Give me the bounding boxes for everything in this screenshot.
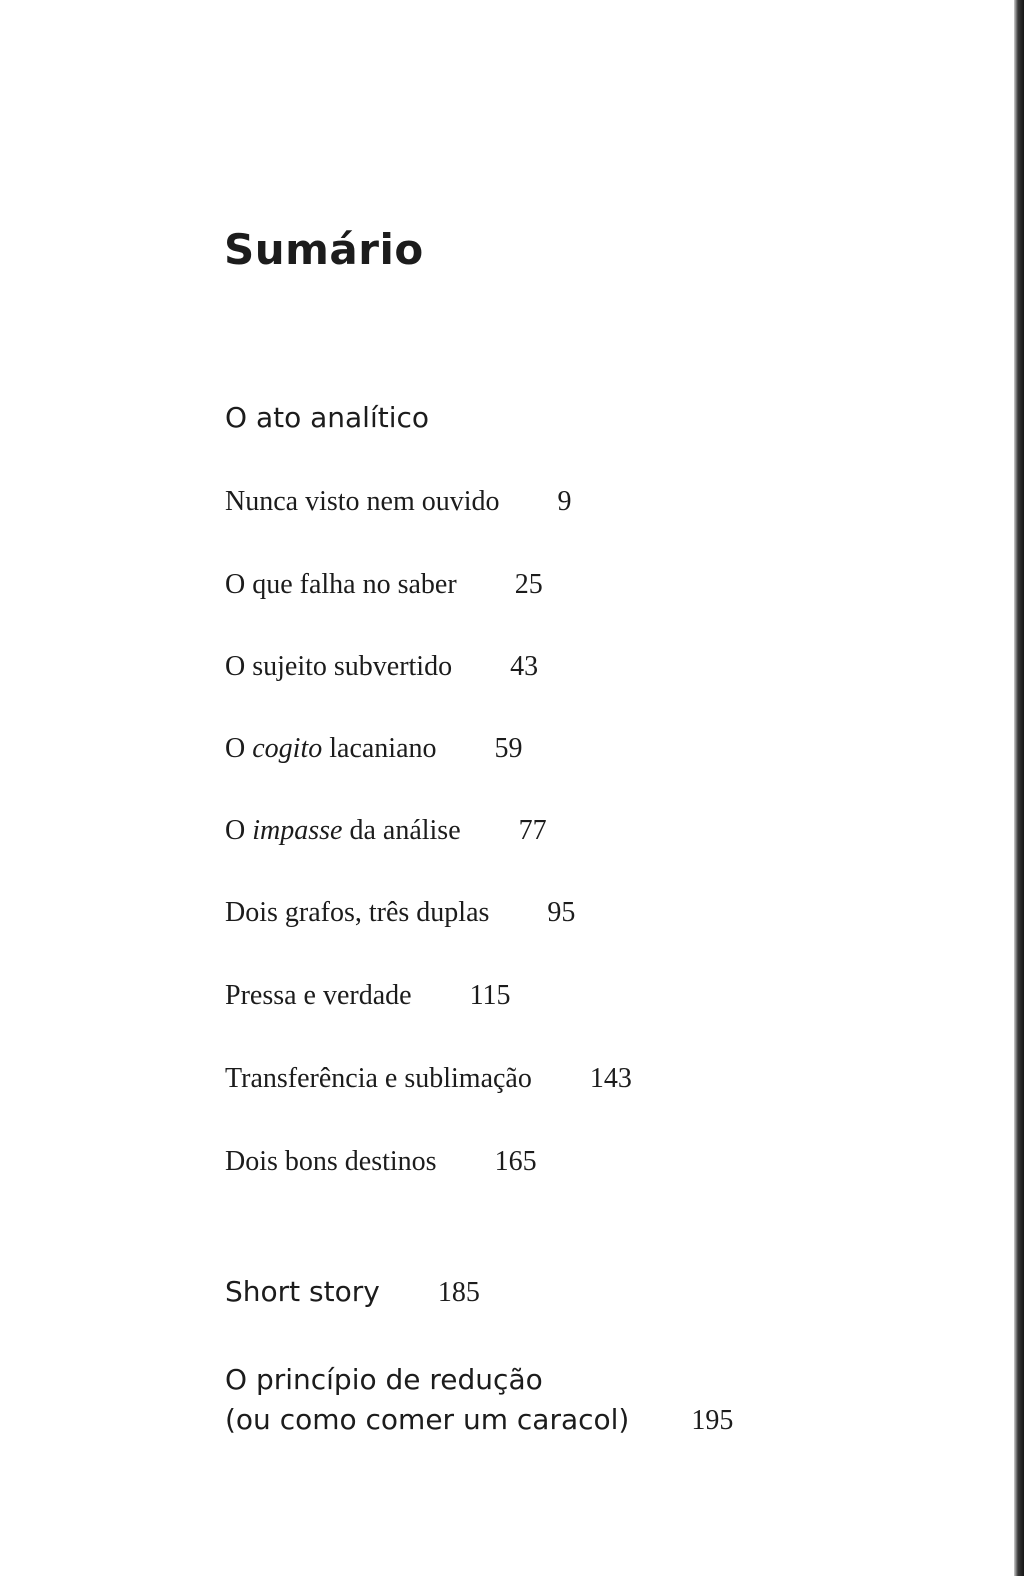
toc-entry-short-story [225, 1274, 480, 1311]
toc-entry-label: Dois bons destinos [225, 1146, 437, 1177]
toc-entry-page: 115 [469, 980, 511, 1011]
toc-entry [225, 895, 575, 931]
toc-entry [225, 1144, 537, 1180]
toc-entry-label-prefix: O [225, 815, 253, 846]
toc-entry [225, 978, 511, 1014]
toc-entry-label-line2-row [225, 1400, 733, 1441]
page-title: Sumário [224, 225, 424, 274]
toc-entry-label-prefix: O [225, 733, 253, 764]
toc-entry [225, 813, 547, 849]
toc-entry-page: 165 [494, 1146, 537, 1177]
page-edge-shadow [1014, 0, 1024, 1576]
toc-entry-page: 25 [514, 569, 543, 600]
toc-entry-label: Transferência e sublimação [225, 1063, 532, 1094]
toc-entry-page: 185 [437, 1277, 480, 1308]
toc-entry [225, 1061, 632, 1097]
toc-entry-page: 95 [547, 897, 576, 928]
section-heading-ato-analitico: O ato analítico [225, 401, 430, 434]
toc-entry-page: 59 [494, 733, 523, 764]
toc-entry-page: 9 [557, 486, 572, 517]
toc-entry-label: Short story [225, 1275, 380, 1308]
toc-entry-label: O sujeito subvertido [225, 651, 453, 682]
toc-entry-label-italic: cogito [252, 733, 323, 764]
toc-entry-label [225, 813, 461, 849]
toc-entry-label: Pressa e verdade [225, 980, 412, 1011]
toc-entry-label: O que falha no saber [225, 569, 457, 600]
toc-entry-label-suffix: da análise [342, 815, 461, 846]
toc-entry-label-line2: (ou como comer um caracol) [225, 1403, 630, 1436]
toc-entry-page: 77 [518, 815, 547, 846]
toc-entry-label-italic: impasse [252, 815, 343, 846]
toc-entry-label: Dois grafos, três duplas [225, 897, 490, 928]
toc-entry-page: 143 [589, 1063, 632, 1094]
toc-entry [225, 567, 543, 603]
toc-entry-page: 195 [691, 1405, 734, 1436]
toc-entry-page: 43 [510, 651, 539, 682]
toc-entry-label-line1: O princípio de redução [225, 1363, 543, 1396]
toc-entry-label: Nunca visto nem ouvido [225, 486, 500, 517]
toc-entry [225, 649, 538, 685]
toc-entry [225, 484, 572, 520]
toc-entry-principio-de-reducao [225, 1360, 733, 1441]
toc-entry-label-suffix: lacaniano [322, 733, 437, 764]
toc-entry [225, 731, 523, 767]
toc-entry-label [225, 731, 437, 767]
